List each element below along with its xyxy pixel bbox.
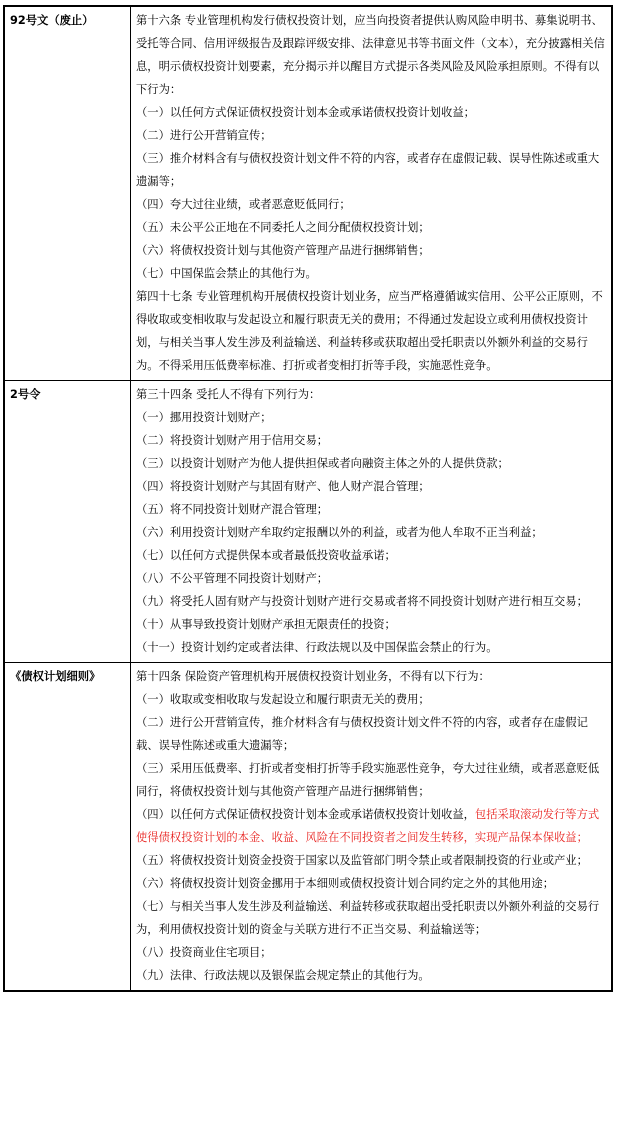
paragraph: （二）进行公开营销宣传，推介材料含有与债权投资计划文件不符的内容，或者存在虚假记载、误导性陈述或重大遗漏等； [136,716,588,752]
highlighted-text: 包括采取滚动发行等方式使得债权投资计划的本金、收益、风险在不同投资者之间发生转移，实现产品保本保收益； [136,808,600,844]
paragraph: （七）与相关当事人发生涉及利益输送、利益转移或获取超出受托职责以外额外利益的交易行为，利用债权投资计划的资金与关联方进行不正当交易、利益输送等； [136,900,600,936]
paragraph: （四）夸大过往业绩，或者恶意贬低同行； [136,198,351,211]
table-row [4,663,612,992]
paragraph: （九）法律、行政法规以及银保监会规定禁止的其他行为。 [136,969,430,982]
row-content-detail-rules [131,663,613,992]
paragraph-with-highlight [136,803,607,849]
paragraph: （二）进行公开营销宣传； [136,129,272,142]
paragraph: （一）以任何方式保证债权投资计划本金或承诺债权投资计划收益； [136,106,475,119]
paragraph: （八）不公平管理不同投资计划财产； [136,572,329,585]
row-label-2: 2号令 [4,381,131,663]
paragraph: 第十六条 专业管理机构发行债权投资计划，应当向投资者提供认购风险申明书、募集说明书、受托等合同、信用评级报告及跟踪评级安排、法律意见书等书面文件（文本），充分披露相关信息，明示债权投资计划要素，充分揭示并以醒目方式提示各类风险及风险承担原则。不得有以下行为： [136,14,605,96]
paragraph: （三）推介材料含有与债权投资计划文件不符的内容，或者存在虚假记载、误导性陈述或重大遗漏等； [136,152,600,188]
paragraph: （七）中国保监会禁止的其他行为。 [136,267,317,280]
paragraph: 第十四条 保险资产管理机构开展债权投资计划业务，不得有以下行为： [136,670,490,683]
paragraph: （三）以投资计划财产为他人提供担保或者向融资主体之外的人提供贷款； [136,457,509,470]
row-content-92 [131,6,613,381]
paragraph: （五）将债权投资计划资金投资于国家以及监管部门明令禁止或者限制投资的行业或产业； [136,854,588,867]
paragraph: （八）投资商业住宅项目； [136,946,272,959]
paragraph: （七）以任何方式提供保本或者最低投资收益承诺； [136,549,396,562]
paragraph: （六）将债权投资计划与其他资产管理产品进行捆绑销售； [136,244,430,257]
row-label-detail-rules: 《债权计划细则》 [4,663,131,992]
paragraph: （十一）投资计划约定或者法律、行政法规以及中国保监会禁止的行为。 [136,641,498,654]
paragraph: （五）将不同投资计划财产混合管理； [136,503,329,516]
paragraph: （九）将受托人固有财产与投资计划财产进行交易或者将不同投资计划财产进行相互交易； [136,595,588,608]
paragraph: （四）将投资计划财产与其固有财产、他人财产混合管理； [136,480,430,493]
row-content-2 [131,381,613,663]
paragraph: 第三十四条 受托人不得有下列行为： [136,388,321,401]
paragraph: （六）将债权投资计划资金挪用于本细则或债权投资计划合同约定之外的其他用途； [136,877,554,890]
paragraph: （一）挪用投资计划财产； [136,411,272,424]
paragraph-text: （四）以任何方式保证债权投资计划本金或承诺债权投资计划收益， [136,808,475,821]
paragraph: （十）从事导致投资计划财产承担无限责任的投资； [136,618,396,631]
paragraph: （五）未公平公正地在不同委托人之间分配债权投资计划； [136,221,430,234]
paragraph: （三）采用压低费率、打折或者变相打折等手段实施恶性竞争，夸大过往业绩，或者恶意贬低同行，将债权投资计划与其他资产管理产品进行捆绑销售； [136,762,600,798]
table-row [4,6,612,381]
paragraph: （一）收取或变相收取与发起设立和履行职责无关的费用； [136,693,430,706]
row-label-92: 92号文（废止） [4,6,131,381]
paragraph: （二）将投资计划财产用于信用交易； [136,434,329,447]
paragraph: 第四十七条 专业管理机构开展债权投资计划业务，应当严格遵循诚实信用、公平公正原则，不得收取或变相收取与发起设立和履行职责无关的费用；不得通过发起设立或利用债权投资计划，与相关当事人发生涉及利益输送、利益转移或获取超出受托职责以外额外利益的交易行为。不得采用压低费率标准、打折或者变相打折等手段，实施恶性竞争。 [136,290,603,372]
table-row [4,381,612,663]
regulation-comparison-table [3,5,613,992]
paragraph: （六）利用投资计划财产牟取约定报酬以外的利益，或者为他人牟取不正当利益； [136,526,543,539]
